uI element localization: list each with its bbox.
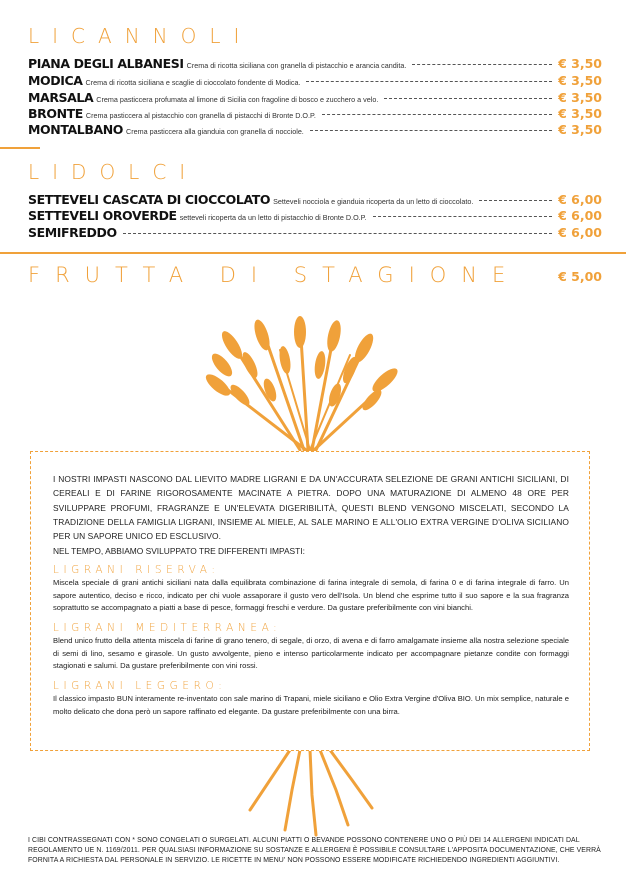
blend-title: LIGRANI RISERVA: xyxy=(53,564,220,577)
section-title-dolci: LIDOLCI xyxy=(28,160,199,184)
item-name: PIANA DEGLI ALBANESI xyxy=(28,56,184,71)
blend-title: LIGRANI MEDITERRANEA: xyxy=(53,622,282,635)
dotted-leader xyxy=(384,98,552,99)
item-price: € 3,50 xyxy=(558,90,602,105)
blend-text: Miscela speciale di grani antichi siciliani nata dalla equilibrata combinazione di farina integrale di semola, di farina 0 e di farina integrale di farro. Un sapore autentico, deciso e ricco, indicato per chi vuole assaporare il gusto vero dell'Isola. Un blend che esprime tutto il suo sapore e la sua fragranza soprattutto se accompagnato a piatti a base di pesce, formaggi freschi e verdure. Da gustare preferibilmente con vini bianchi. xyxy=(53,578,569,613)
menu-item xyxy=(28,192,602,208)
section-title-cannoli: LICANNOLI xyxy=(28,24,253,48)
item-price: € 3,50 xyxy=(558,56,602,71)
item-description: Crema pasticcera profumata al limone di Sicilia con fragoline di bosco e zucchero a velo. xyxy=(96,95,379,104)
section-divider xyxy=(0,147,40,149)
item-description: Crema pasticcera alla gianduia con granella di nocciole. xyxy=(126,127,304,136)
menu-item xyxy=(28,56,602,72)
item-name: SETTEVELI OROVERDE xyxy=(28,208,177,223)
item-price: € 3,50 xyxy=(558,73,602,88)
item-description: setteveli ricoperta da un letto di pistacchio di Bronte D.O.P. xyxy=(179,213,367,222)
menu-item xyxy=(28,73,602,89)
item-name: MODICA xyxy=(28,73,83,88)
item-name: SETTEVELI CASCATA DI CIOCCOLATO xyxy=(28,192,271,207)
menu-item xyxy=(28,122,602,138)
blend-text: Blend unico frutto della attenta miscela di farine di grano tenero, di segale, di orzo, di avena e di farro amalgamate insieme alla nostra selezione speciale di semi di lino, sesamo e girasole. Un gusto avvolgente, pieno e intenso particolarmente indicato per accompagnare pietanze condite con formaggi stagionati e salumi. Da gustare preferibilmente con vini rossi. xyxy=(53,636,569,670)
item-description: Crema pasticcera al pistacchio con granella di pistacchi di Bronte D.O.P. xyxy=(85,111,316,120)
section-title-frutta: FRUTTA DI STAGIONE xyxy=(28,263,521,287)
dotted-leader xyxy=(373,216,553,217)
menu-item xyxy=(28,225,602,241)
menu-item xyxy=(28,106,602,122)
item-name: MONTALBANO xyxy=(28,122,124,137)
item-description: Setteveli nocciola e gianduia ricoperta da un letto di cioccolato. xyxy=(273,197,474,206)
item-price: € 6,00 xyxy=(558,225,602,240)
dotted-leader xyxy=(123,233,552,234)
allergen-notice: I CIBI CONTRASSEGNATI CON * SONO CONGELATI O SURGELATI. ALCUNI PIATTI O BEVANDE POSSONO CONTENERE UNO O PIÙ DEI 14 ALLERGENI INDICATI DAL REGOLAMENTO UE N. 1169/2011. PER QUALSIASI INFORMAZIONE SU SOSTANZE E ALLERGENI È POSSIBILE CONSULTARE L'APPOSITA DOCUMENTAZIONE, CHE VERRÀ FORNITA A RICHIESTA DAL PERSONALE IN SERVIZIO. LE RICETTE IN MENU' NON POSSONO ESSERE MODIFICATE RICHIEDENDO INGREDIENTI AGGIUNTIVI. xyxy=(28,837,601,865)
item-name: SEMIFREDDO xyxy=(28,225,117,240)
item-description: Crema di ricotta siciliana con granella di pistacchio e arancia candita. xyxy=(186,61,407,70)
item-price: € 6,00 xyxy=(558,192,602,207)
item-price: € 3,50 xyxy=(558,122,602,137)
item-description: Crema di ricotta siciliana e scaglie di cioccolato fondente di Modica. xyxy=(85,78,301,87)
dotted-leader xyxy=(306,81,552,82)
impasti-intro-2: NEL TEMPO, ABBIAMO SVILUPPATO TRE DIFFERENTI IMPASTI: xyxy=(53,546,305,557)
blend-title: LIGRANI LEGGERO: xyxy=(53,680,227,693)
dotted-leader xyxy=(310,130,552,131)
dotted-leader xyxy=(322,114,552,115)
blend-text: Il classico impasto BUN interamente re-inventato con sale marino di Trapani, miele siciliano e Olio Extra Vergine d'Oliva BIO. Un mix semplice, naturale e molto delicato che dona però un sapore raffinato ed elegante. Da gustare preferibilmente con una birra. xyxy=(53,694,569,716)
section-divider xyxy=(0,252,626,254)
menu-item xyxy=(28,208,602,224)
impasti-info-box xyxy=(30,451,590,751)
item-price: € 3,50 xyxy=(558,106,602,121)
dotted-leader xyxy=(412,64,552,65)
dotted-leader xyxy=(479,200,552,201)
impasti-intro: I NOSTRI IMPASTI NASCONO DAL LIEVITO MADRE LIGRANI E DA UN'ACCURATA SELEZIONE DE GRANI ANTICHI SICILIANI, DI CEREALI E DI FARINE RIGOROSAMENTE MACINATE A PIETRA. DOPO UNA MATURAZIONE DI ALMENO 48 ORE PER SVILUPPARE PROFUMI, FRAGRANZE E UN'ELEVATA DIGERIBILITÀ, QUESTI BLEND VENGONO MISCELATI, SECONDO LA TRADIZIONE DELLA FAMIGLIA LIGRANI, INSIEME AL MIELE, AL SALE MARINO E ALL'OLIO EXTRA VERGINE D'OLIVA SICILIANO PER UN SAPORE UNICO ED ESCLUSIVO. xyxy=(53,474,569,542)
item-name: BRONTE xyxy=(28,106,83,121)
item-name: MARSALA xyxy=(28,90,94,105)
frutta-price: € 5,00 xyxy=(558,269,602,284)
menu-item xyxy=(28,90,602,106)
item-price: € 6,00 xyxy=(558,208,602,223)
